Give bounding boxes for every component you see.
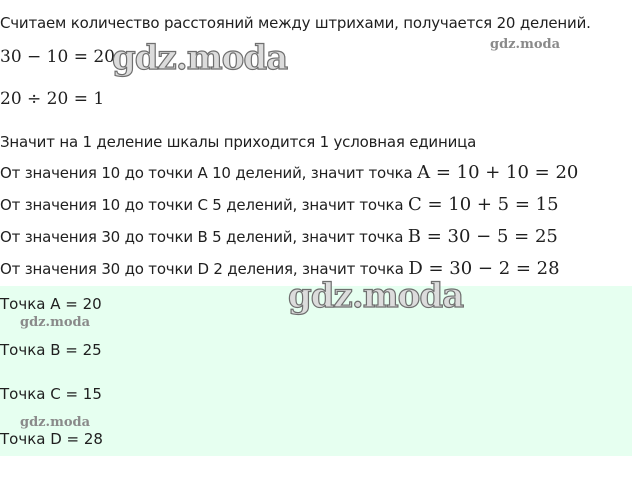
- watermark-logo-corner: gdz.moda: [490, 37, 561, 52]
- line-point-d: От значения 30 до точки D 2 деления, значит точка D = 30 − 2 = 28: [0, 258, 560, 279]
- watermark-logo-middle: gdz.moda: [288, 276, 464, 316]
- line-count-divisions: Считаем количество расстояний между штрихами, получается 20 делений.: [0, 14, 591, 32]
- line-point-b: От значения 30 до точки B 5 делений, значит точка B = 30 − 5 = 25: [0, 226, 558, 247]
- line-point-c: От значения 10 до точки C 5 делений, значит точка C = 10 + 5 = 15: [0, 194, 559, 215]
- line-division: 20 ÷ 20 = 1: [0, 89, 105, 109]
- watermark-logo-left-upper: gdz.moda: [20, 315, 91, 330]
- answer-point-b: Точка B = 25: [0, 341, 102, 359]
- watermark-logo-top: gdz.moda: [112, 38, 288, 78]
- answer-point-d: Точка D = 28: [0, 430, 103, 448]
- line-point-a: От значения 10 до точки A 10 делений, значит точка A = 10 + 10 = 20: [0, 162, 579, 183]
- answer-point-a: Точка A = 20: [0, 295, 102, 313]
- watermark-logo-left-lower: gdz.moda: [20, 415, 91, 430]
- answer-point-c: Точка C = 15: [0, 385, 102, 403]
- line-difference: 30 − 10 = 20: [0, 47, 115, 67]
- line-conclusion: Значит на 1 деление шкалы приходится 1 условная единица: [0, 133, 477, 151]
